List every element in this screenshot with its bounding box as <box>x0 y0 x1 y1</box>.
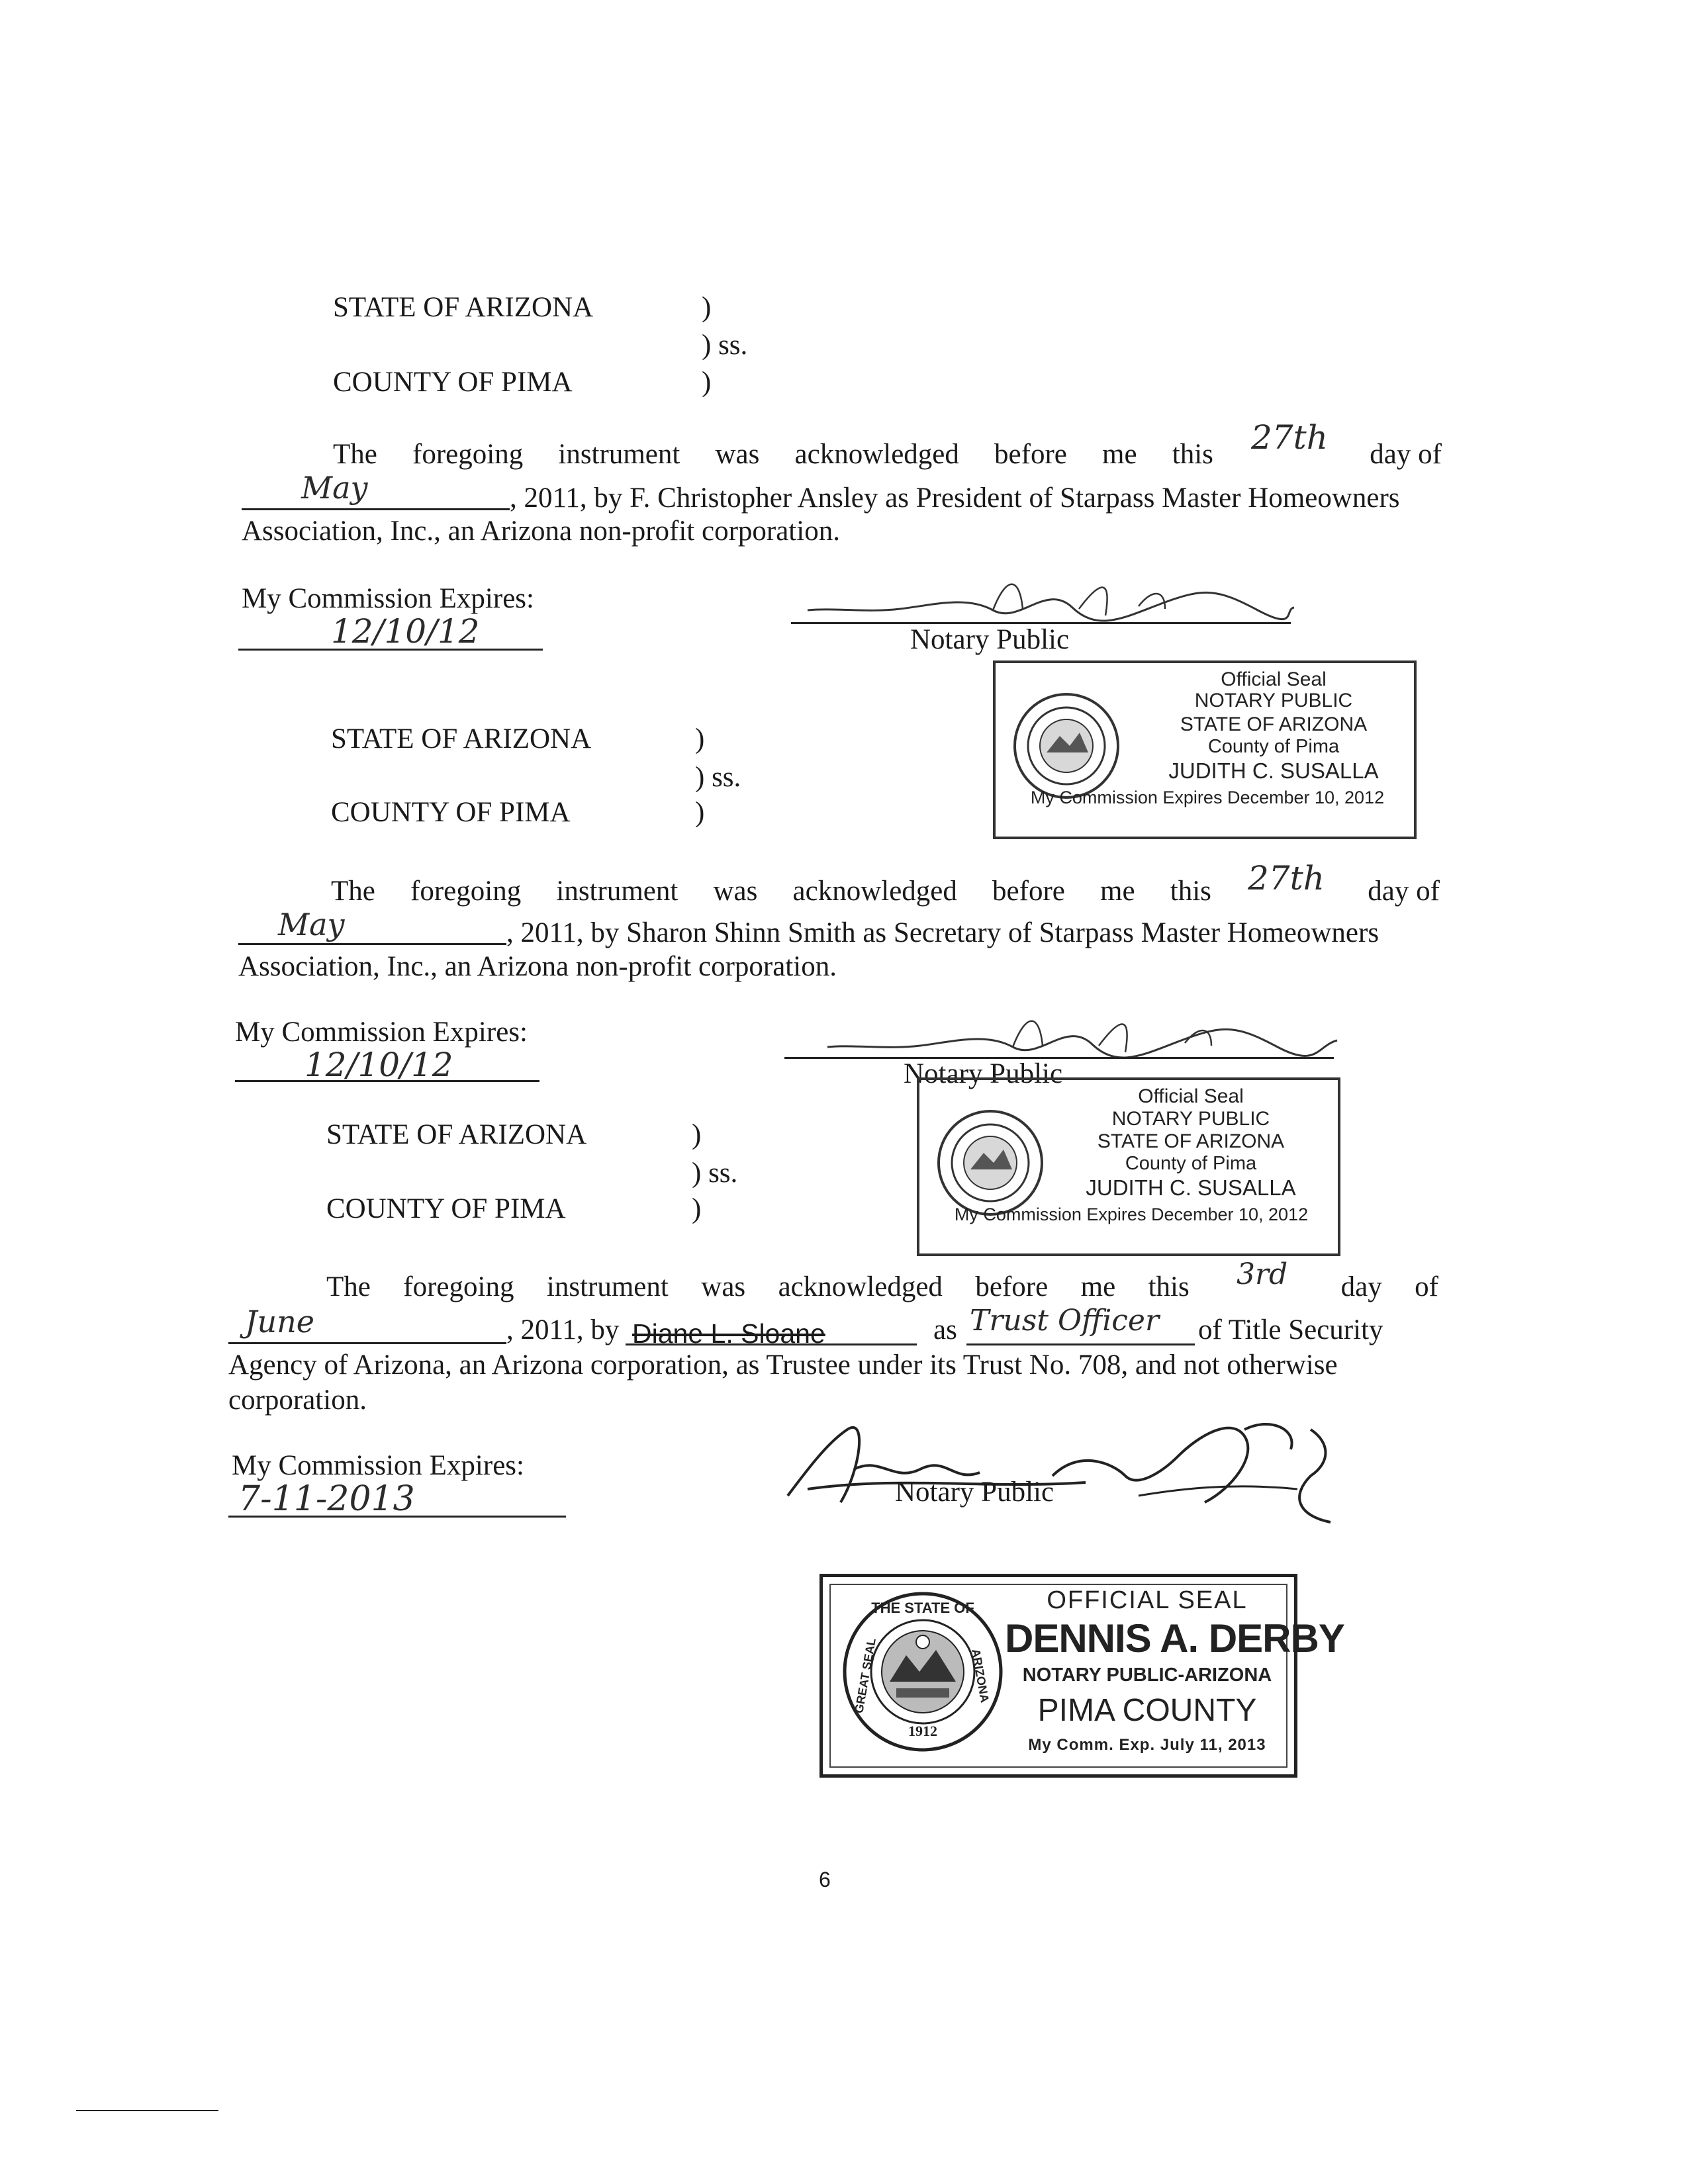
scan-artifact-line <box>76 2110 218 2111</box>
struck-name: Diane L. Sloane <box>632 1318 825 1349</box>
handwritten-expiry: 7-11-2013 <box>238 1479 415 1519</box>
expiry-line <box>228 1516 566 1518</box>
ack-line-4: corporation. <box>228 1385 367 1416</box>
ack-line-2: , 2011, by Sharon Shinn Smith as Secretary of Starpass Master Homeowners <box>506 917 1380 948</box>
ack-line-1: The foregoing instrument was acknowledged before me this day of <box>326 1271 1438 1302</box>
handwritten-month: May <box>278 907 345 942</box>
seal-line: STATE OF ARIZONA <box>1180 713 1368 735</box>
name-line <box>626 1343 917 1345</box>
venue-paren: ) <box>692 1119 702 1150</box>
venue-county: COUNTY OF PIMA <box>331 797 571 828</box>
seal-ring-text: THE STATE OF <box>871 1600 974 1616</box>
venue-ss: ) ss. <box>692 1158 738 1189</box>
venue-paren: ) <box>692 1193 702 1224</box>
notary-signature <box>768 1390 1350 1542</box>
official-seal-stamp <box>993 660 1417 839</box>
ack-line-3: Association, Inc., an Arizona non-profit corporation. <box>238 951 837 982</box>
blank-line <box>238 943 506 945</box>
seal-line: My Comm. Exp. July 11, 2013 <box>1028 1736 1266 1754</box>
commission-label: My Commission Expires: <box>242 583 534 614</box>
blank-line <box>242 508 510 510</box>
handwritten-month: May <box>301 470 368 506</box>
handwritten-title: Trust Officer <box>970 1304 1159 1338</box>
seal-line: NOTARY PUBLIC-ARIZONA <box>1022 1664 1272 1686</box>
venue-county: COUNTY OF PIMA <box>333 367 573 398</box>
official-seal-stamp <box>819 1574 1344 1778</box>
ack-line-2-as: as <box>933 1314 957 1345</box>
arizona-seal-icon <box>934 1107 1047 1219</box>
notary-public-label: Notary Public <box>910 624 1070 655</box>
seal-line: JUDITH C. SUSALLA <box>1086 1175 1296 1200</box>
seal-line: PIMA COUNTY <box>1037 1693 1257 1728</box>
venue-paren: ) <box>702 292 712 323</box>
seal-line: STATE OF ARIZONA <box>1097 1130 1285 1152</box>
venue-state: STATE OF ARIZONA <box>331 723 592 754</box>
handwritten-month: June <box>245 1304 314 1340</box>
handwritten-expiry: 12/10/12 <box>304 1046 453 1084</box>
seal-line: NOTARY PUBLIC <box>1111 1108 1270 1130</box>
seal-ring-text: ARIZONA <box>968 1647 992 1704</box>
ack-line-2: , 2011, by F. Christopher Ansley as President of Starpass Master Homeowners <box>510 482 1400 514</box>
venue-paren: ) <box>695 723 705 754</box>
handwritten-expiry: 12/10/12 <box>331 612 480 651</box>
ack-line-1: The foregoing instrument was acknowledged before me this day of <box>331 876 1440 907</box>
venue-county: COUNTY OF PIMA <box>326 1193 566 1224</box>
notary-signature <box>794 569 1297 629</box>
handwritten-day: 27th <box>1251 418 1328 457</box>
seal-line: Official Seal <box>1138 1085 1244 1107</box>
ack-line-1: The foregoing instrument was acknowledged before me this day of <box>333 439 1442 470</box>
great-seal-arizona-icon <box>840 1589 1006 1754</box>
expiry-line <box>238 649 543 651</box>
venue-state: STATE OF ARIZONA <box>333 292 594 323</box>
seal-line: My Commission Expires December 10, 2012 <box>1030 788 1385 807</box>
seal-line: County of Pima <box>1125 1153 1257 1174</box>
seal-line: OFFICIAL SEAL <box>1047 1586 1248 1614</box>
blank-line <box>228 1342 506 1344</box>
seal-name: DENNIS A. DERBY <box>1005 1616 1344 1661</box>
notary-public-label: Notary Public <box>904 1058 1063 1089</box>
seal-year: 1912 <box>908 1723 937 1739</box>
ack-line-3: Association, Inc., an Arizona non-profit corporation. <box>242 516 840 547</box>
venue-paren: ) <box>702 367 712 398</box>
seal-line: NOTARY PUBLIC <box>1194 690 1353 711</box>
seal-line: County of Pima <box>1207 736 1340 757</box>
page-number: 6 <box>819 1868 831 1891</box>
ack-line-2a: , 2011, by <box>506 1314 620 1345</box>
venue-ss: ) ss. <box>695 762 741 793</box>
title-line <box>966 1343 1195 1345</box>
arizona-seal-icon <box>1010 690 1123 802</box>
ack-line-2b: of Title Security <box>1198 1314 1383 1345</box>
official-seal-stamp <box>917 1077 1340 1256</box>
venue-paren: ) <box>695 797 705 828</box>
commission-label: My Commission Expires: <box>232 1450 524 1481</box>
handwritten-day: 3rd <box>1237 1257 1288 1291</box>
handwritten-day: 27th <box>1248 859 1325 897</box>
seal-line: JUDITH C. SUSALLA <box>1168 758 1379 783</box>
seal-line: Official Seal <box>1221 668 1327 690</box>
commission-label: My Commission Expires: <box>235 1017 528 1048</box>
expiry-line <box>235 1080 539 1082</box>
ack-line-3: Agency of Arizona, an Arizona corporation, as Trustee under its Trust No. 708, and not otherwise <box>228 1349 1338 1381</box>
seal-line: My Commission Expires December 10, 2012 <box>954 1205 1309 1224</box>
seal-ring-text: GREAT SEAL <box>852 1637 878 1715</box>
venue-ss: ) ss. <box>702 330 748 361</box>
venue-state: STATE OF ARIZONA <box>326 1119 587 1150</box>
notary-public-label: Notary Public <box>895 1477 1054 1508</box>
